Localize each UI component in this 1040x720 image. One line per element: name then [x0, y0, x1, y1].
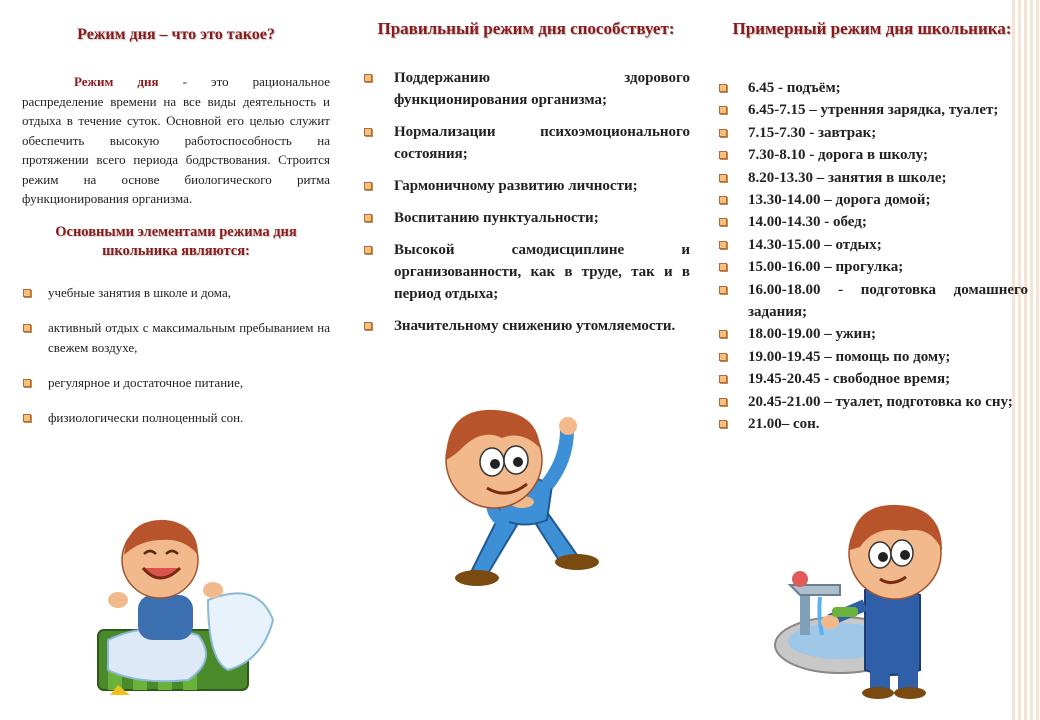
bullet-icon	[719, 286, 727, 294]
column3-title: Примерный режим дня школьника:	[732, 19, 1012, 38]
schedule-item	[716, 256, 1028, 278]
schedule-item-text: 6.45-7.15 – утренняя зарядка, туалет;	[748, 102, 999, 119]
column2-title: Правильный режим дня способствует:	[377, 19, 675, 38]
intro-term: Режим дня	[74, 74, 159, 89]
bullet-icon	[719, 330, 727, 338]
routine-element-item-text: физиологически полноценный сон.	[48, 409, 244, 425]
column1-subtitle: Основными элементами режима дня школьника являются:	[55, 223, 297, 259]
schedule-item-text: 7.15-7.30 - завтрак;	[748, 124, 877, 141]
bullet-icon	[364, 322, 372, 330]
bullet-icon	[719, 263, 727, 271]
boy-washing-hands-illustration	[770, 495, 980, 705]
bullet-icon	[364, 182, 372, 190]
schedule-item-text: 21.00– сон.	[748, 416, 820, 433]
schedule-item-text: 19.45-20.45 - свободное время;	[748, 371, 951, 388]
bullet-icon	[23, 414, 31, 422]
schedule-item	[716, 391, 1028, 413]
bullet-icon	[719, 420, 727, 428]
benefit-item	[362, 67, 690, 111]
bullet-icon	[719, 375, 727, 383]
bullet-icon	[364, 128, 372, 136]
bullet-icon	[719, 218, 727, 226]
schedule-item-text: 18.00-19.00 – ужин;	[748, 326, 876, 343]
schedule-item-text: 8.20-13.30 – занятия в школе;	[748, 169, 947, 186]
benefit-item-text: Высокой самодисциплине и организованности, как в труде, так и в период отдыха;	[394, 242, 690, 302]
benefit-item	[362, 175, 690, 197]
routine-elements-list	[22, 283, 330, 428]
routine-element-item	[22, 373, 330, 393]
routine-element-item	[22, 283, 330, 303]
benefit-item	[362, 207, 690, 229]
schedule-item	[716, 77, 1028, 99]
benefit-item	[362, 315, 690, 337]
bullet-icon	[719, 196, 727, 204]
schedule-item	[716, 279, 1028, 324]
boy-exercising-illustration	[432, 400, 612, 600]
schedule-item-text: 7.30-8.10 - дорога в школу;	[748, 147, 928, 164]
routine-element-item-text: учебные занятия в школе и дома,	[48, 284, 231, 300]
benefit-item-text: Гармоничному развитию личности;	[394, 178, 638, 194]
column1-intro	[22, 72, 330, 209]
bullet-icon	[364, 74, 372, 82]
schedule-item-text: 14.30-15.00 – отдых;	[748, 236, 882, 253]
schedule-item	[716, 346, 1028, 368]
schedule-item-text: 19.00-19.45 – помощь по дому;	[748, 348, 951, 365]
schedule-item-text: 16.00-18.00 - подготовка домашнего задания;	[748, 281, 1028, 321]
benefit-item	[362, 239, 690, 305]
bullet-icon	[364, 214, 372, 222]
column1-title: Режим дня – что это такое?	[77, 26, 275, 43]
benefit-item-text: Воспитанию пунктуальности;	[394, 210, 599, 226]
schedule-item	[716, 189, 1028, 211]
schedule-item	[716, 368, 1028, 390]
routine-element-item-text: регулярное и достаточное питание,	[48, 374, 244, 390]
column-benefits	[362, 0, 690, 720]
boy-waking-in-bed-illustration	[88, 510, 288, 700]
bullet-icon	[23, 289, 31, 297]
bullet-icon	[719, 174, 727, 182]
bullet-icon	[719, 398, 727, 406]
schedule-item	[716, 99, 1028, 121]
bullet-icon	[719, 129, 727, 137]
bullet-icon	[23, 379, 31, 387]
benefit-item-text: Значительному снижению утомляемости.	[394, 318, 676, 334]
schedule-item	[716, 323, 1028, 345]
bullet-icon	[719, 84, 727, 92]
schedule-item-text: 15.00-16.00 – прогулка;	[748, 259, 904, 276]
bullet-icon	[364, 246, 372, 254]
schedule-item	[716, 167, 1028, 189]
schedule-item	[716, 122, 1028, 144]
schedule-item	[716, 234, 1028, 256]
bullet-icon	[719, 353, 727, 361]
intro-text: - это рациональное распределение времени на все виды деятельность и отдыха в течение суток. Основной его целью служит обеспечить высокую работоспособность на протяжении всего периода бодрствования. Строится режим на основе биологического ритма функционирования организма.	[22, 74, 330, 206]
bullet-icon	[719, 241, 727, 249]
schedule-item	[716, 211, 1028, 233]
routine-element-item	[22, 408, 330, 428]
schedule-list	[716, 77, 1028, 436]
bullet-icon	[23, 324, 31, 332]
benefits-list	[362, 67, 690, 337]
bullet-icon	[719, 151, 727, 159]
bullet-icon	[719, 106, 727, 114]
schedule-item	[716, 413, 1028, 435]
benefit-item-text: Поддержанию здорового функционирования организма;	[394, 70, 690, 108]
routine-element-item	[22, 318, 330, 358]
schedule-item-text: 20.45-21.00 – туалет, подготовка ко сну;	[748, 393, 1013, 410]
routine-element-item-text: активный отдых с максимальным пребыванием на свежем воздухе,	[48, 319, 330, 355]
benefit-item	[362, 121, 690, 165]
schedule-item-text: 14.00-14.30 - обед;	[748, 214, 867, 231]
benefit-item-text: Нормализации психоэмоционального состояния;	[394, 124, 690, 162]
schedule-item-text: 13.30-14.00 – дорога домой;	[748, 192, 931, 209]
schedule-item	[716, 144, 1028, 166]
schedule-item-text: 6.45 - подъём;	[748, 80, 841, 96]
